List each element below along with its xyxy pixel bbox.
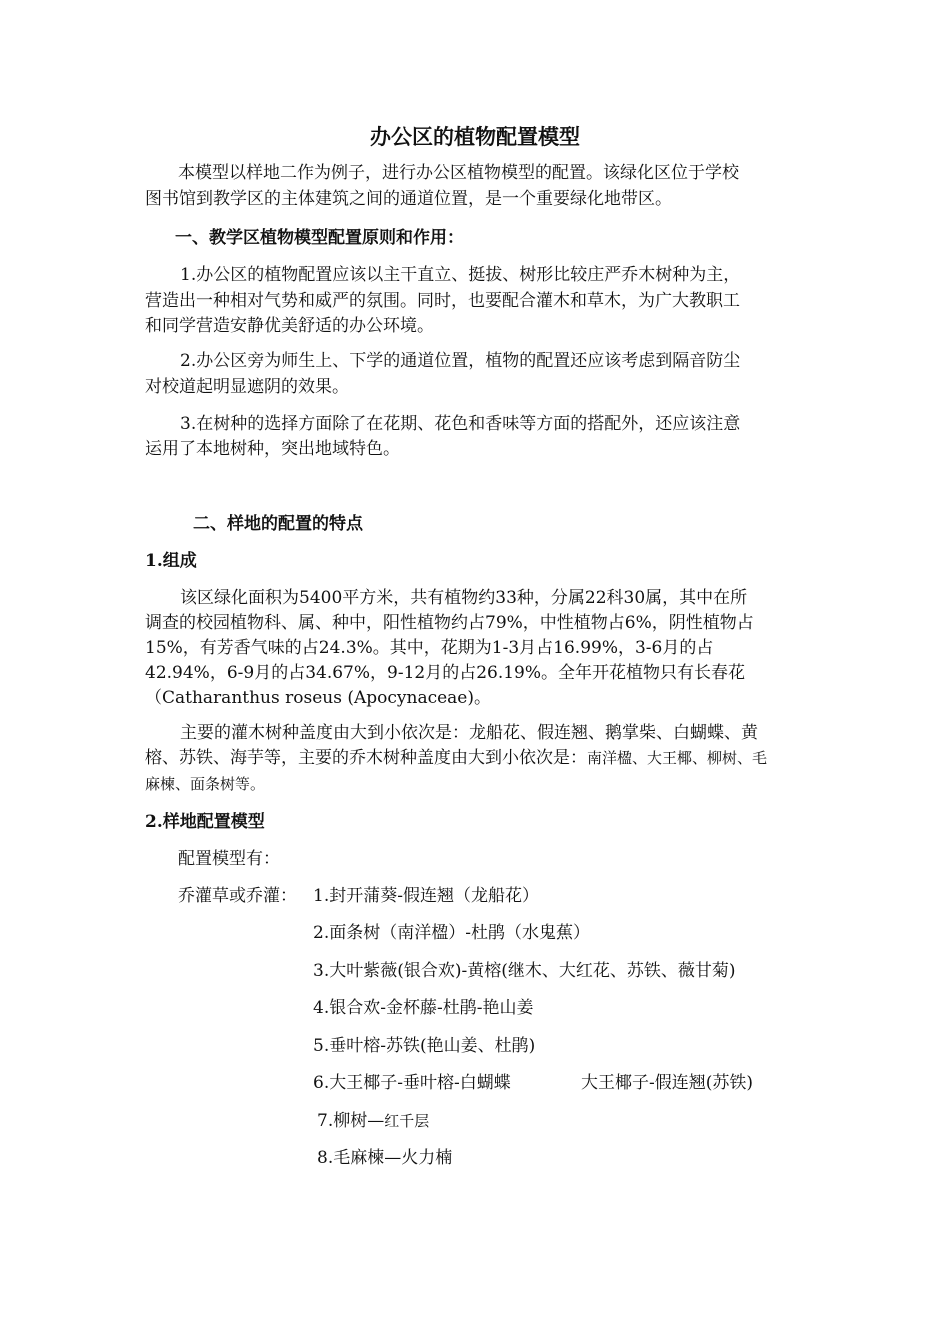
- subsection-heading: 2.样地配置模型: [145, 812, 265, 832]
- paragraph-line: 麻楝、面条树等。: [145, 775, 266, 793]
- model-item: 4.银合欢-金杯藤-杜鹃-艳山姜: [313, 998, 534, 1018]
- section-heading: 一、教学区植物模型配置原则和作用：: [175, 228, 464, 248]
- paragraph-line: （Catharanthus roseus (Apocynaceae)。: [145, 688, 491, 708]
- paragraph-line: 运用了本地树种，突出地域特色。: [145, 439, 400, 459]
- model-7-main: 7.柳树—: [317, 1111, 385, 1131]
- paragraph-line: 对校道起明显遮阴的效果。: [145, 377, 349, 397]
- models-intro: 配置模型有：: [178, 849, 280, 869]
- tree-list-text: 南洋楹、大王椰、柳树、毛: [587, 749, 768, 767]
- model-item: 6.大王椰子-垂叶榕-白蝴蝶: [313, 1073, 511, 1093]
- model-item: 5.垂叶榕-苏铁(艳山姜、杜鹃): [313, 1036, 536, 1056]
- page-title: 办公区的植物配置模型: [370, 124, 580, 149]
- shrub-text: 榕、苏铁、海芋等，主要的乔木树种盖度由大到小依次是：: [145, 748, 587, 768]
- models-prefix: 乔灌草或乔灌：: [178, 886, 297, 906]
- paragraph-line: 42.94%，6-9月的占34.67%，9-12月的占26.19%。全年开花植物只有长春花: [145, 663, 746, 683]
- model-item: 3.大叶紫薇(银合欢)-黄榕(继木、大红花、苏铁、薇甘菊): [313, 961, 736, 981]
- model-item: 2.面条树（南洋楹）-杜鹃（水鬼蕉）: [313, 923, 590, 943]
- paragraph-line: 3.在树种的选择方面除了在花期、花色和香味等方面的搭配外，还应该注意: [180, 414, 741, 434]
- model-item: 8.毛麻楝—火力楠: [317, 1148, 453, 1168]
- paragraph-line: 15%，有芳香气味的占24.3%。其中，花期为1-3月占16.99%，3-6月的占: [145, 638, 714, 658]
- model-7-small: 红千层: [384, 1112, 430, 1130]
- intro-line: 本模型以样地二作为例子，进行办公区植物模型的配置。该绿化区位于学校: [178, 163, 739, 183]
- paragraph-line: 调查的校园植物科、属、种中，阳性植物约占79%，中性植物占6%，阴性植物占: [145, 613, 754, 633]
- model-item: 大王椰子-假连翘(苏铁): [581, 1073, 754, 1093]
- paragraph-line: 1.办公区的植物配置应该以主干直立、挺拔、树形比较庄严乔木树种为主，: [180, 265, 741, 285]
- section-heading: 二、样地的配置的特点: [193, 514, 363, 534]
- paragraph-line: 主要的灌木树种盖度由大到小依次是：龙船花、假连翘、鹅掌柴、白蝴蝶、黄: [180, 723, 758, 743]
- paragraph-line: [145, 747, 767, 769]
- paragraph-line: 2.办公区旁为师生上、下学的通道位置，植物的配置还应该考虑到隔音防尘: [180, 351, 741, 371]
- paragraph-line: 和同学营造安静优美舒适的办公环境。: [145, 316, 434, 336]
- paragraph-line: 营造出一种相对气势和威严的氛围。同时，也要配合灌木和草木，为广大教职工: [145, 291, 740, 311]
- model-item: 1.封开蒲葵-假连翘（龙船花）: [313, 886, 539, 906]
- intro-line: 图书馆到教学区的主体建筑之间的通道位置，是一个重要绿化地带区。: [145, 189, 672, 209]
- subsection-heading: 1.组成: [145, 551, 197, 571]
- paragraph-line: 该区绿化面积为5400平方米，共有植物约33种，分属22科30属，其中在所: [180, 588, 748, 608]
- model-item: [317, 1110, 429, 1132]
